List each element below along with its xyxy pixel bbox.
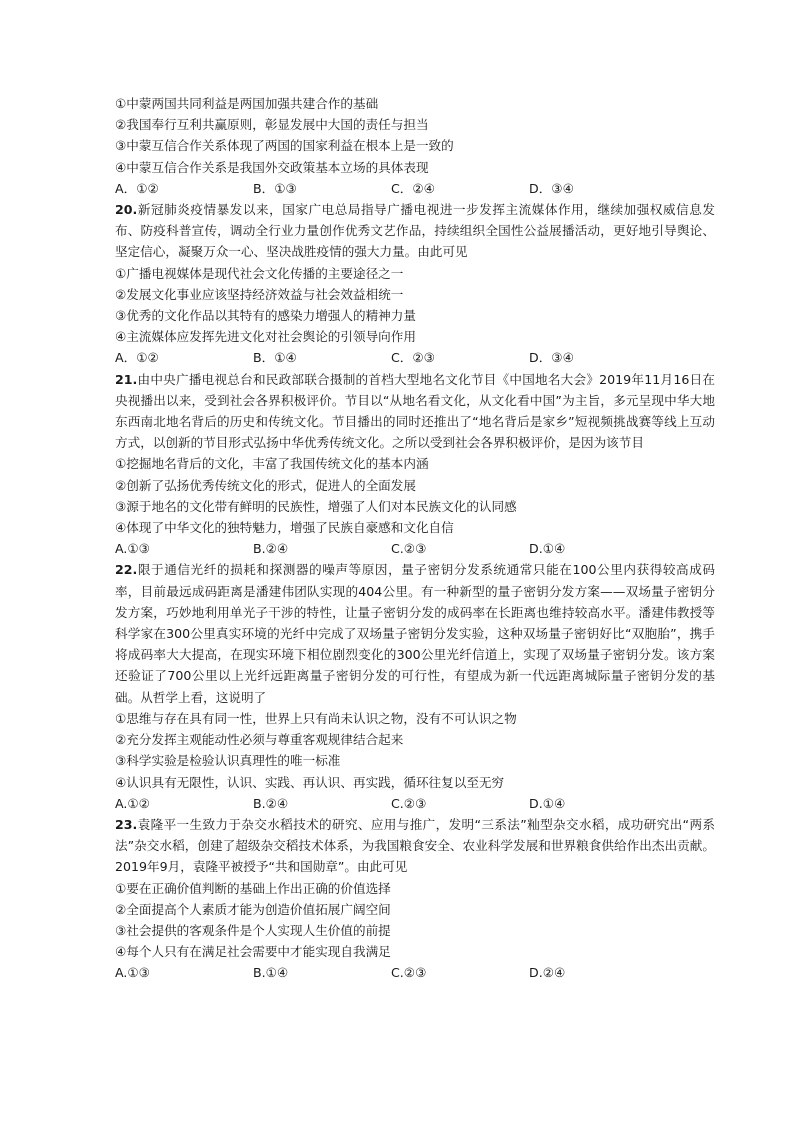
- question-22: [115, 559, 715, 813]
- question-stem: [115, 199, 715, 263]
- option-d: D.②④: [529, 965, 566, 981]
- option-b: B．①④: [253, 350, 297, 366]
- question-23: [115, 814, 715, 984]
- question-text: 由中央广播电视总台和民政部联合摄制的首档大型地名文化节目《中国地名大会》2019年11月16日在央视播出以来，受到社会各界积极评价。节目以“从地名看文化，从文化看中国”为主旨，多元呈现中华大地东西南北地名背后的历史和传统文化。节目播出的同时还推出了“地名背后是家乡”短视频挑战赛等线上互动方式，以创新的节目形式弘扬中华优秀传统文化。之所以受到社会各界积极评价，是因为该节目: [115, 371, 715, 451]
- statement: ③中蒙互信合作关系体现了两国的国家利益在根本上是一致的: [115, 138, 454, 154]
- statement: ①广播电视媒体是现代社会文化传播的主要途径之一: [115, 265, 404, 281]
- option-c: C.②③: [391, 541, 427, 557]
- statement: ①挖掘地名背后的文化，丰富了我国传统文化的基本内涵: [115, 456, 429, 472]
- statement: ④认识具有无限性，认识、实践、再认识、再实践，循环往复以至无穷: [115, 774, 505, 790]
- option-a: A．①②: [115, 350, 159, 366]
- answer-options: [115, 178, 715, 199]
- statement: ②我国奉行互利共赢原则，彰显发展中大国的责任与担当: [115, 117, 429, 133]
- question-number: 21.: [115, 371, 138, 387]
- question-text: 新冠肺炎疫情暴发以来，国家广电总局指导广播电视进一步发挥主流媒体作用，继续加强权威信息发布、防疫科普宣传，调动全行业力量创作优秀文艺作品，持续组织全国性公益展播活动，更好地引导舆论、坚定信心，凝聚万众一心、坚决战胜疫情的强大力量。由此可见: [115, 202, 715, 260]
- question-text: 袁隆平一生致力于杂交水稻技术的研究、应用与推广，发明“三系法”籼型杂交水稻，成功研究出“两系法”杂交水稻，创建了超级杂交稻技术体系，为我国粮食安全、农业科学发展和世界粮食供给作出杰出贡献。2019年9月，袁隆平被授予“共和国勋章”。由此可见: [115, 816, 715, 875]
- option-a: A.①②: [115, 795, 150, 811]
- answer-options: [115, 793, 715, 814]
- option-a: A.①③: [115, 541, 150, 557]
- question-stem: [115, 814, 715, 878]
- question-stem: [115, 369, 715, 454]
- option-d: D．③④: [529, 350, 574, 366]
- statement: ①要在正确价值判断的基础上作出正确的价值选择: [115, 880, 391, 896]
- option-a: A.①③: [115, 965, 150, 981]
- statement: ②全面提高个人素质才能为创造价值拓展广阔空间: [115, 901, 391, 917]
- answer-options: [115, 347, 715, 368]
- answer-options: [115, 962, 715, 983]
- option-c: C.②③: [391, 965, 427, 981]
- statement: ①思维与存在具有同一性，世界上只有尚未认识之物，没有不可认识之物: [115, 710, 517, 726]
- statement: ③源于地名的文化带有鲜明的民族性，增强了人们对本民族文化的认同感: [115, 498, 517, 514]
- option-b: B.②④: [253, 795, 289, 811]
- option-b: B.①④: [253, 965, 289, 981]
- statement: ③社会提供的客观条件是个人实现人生价值的前提: [115, 922, 391, 938]
- statement: ④每个人只有在满足社会需要中才能实现自我满足: [115, 944, 391, 960]
- statement: ④中蒙互信合作关系是我国外交政策基本立场的具体表现: [115, 159, 429, 175]
- question-text: 限于通信光纤的损耗和探测器的噪声等原因，量子密钥分发系统通常只能在100公里内获得较高成码率，目前最远成码距离是潘建伟团队实现的404公里。有一种新型的量子密钥分发方案——双场量子密钥分发方案，巧妙地利用单光子干涉的特性，让量子密钥分发的成码率在长距离也维持较高水平。潘建伟教授等科学家在300公里真实环境的光纤中完成了双场量子密钥分发实验，这种双场量子密钥好比“双胞胎”，携手将成码率大大提高，在现实环境下相位剧烈变化的300公里光纤信道上，实现了双场量子密钥分发。该方案还验证了700公里以上光纤远距离量子密钥分发的可行性，有望成为新一代远距离城际量子密钥分发的基础。从哲学上看，这说明了: [115, 562, 715, 705]
- answer-options: [115, 538, 715, 559]
- exam-page: [115, 93, 715, 984]
- question-stem: [115, 559, 715, 707]
- question-number: 23.: [115, 816, 138, 832]
- option-c: C．②③: [391, 350, 435, 366]
- statement: ③优秀的文化作品以其特有的感染力增强人的精神力量: [115, 308, 416, 324]
- question-number: 20.: [115, 202, 138, 218]
- option-d: D.①④: [529, 541, 566, 557]
- option-d: D.①④: [529, 795, 566, 811]
- option-c: C.②③: [391, 795, 427, 811]
- option-a: A．①②: [115, 180, 159, 196]
- statement: ②创新了弘扬优秀传统文化的形式，促进人的全面发展: [115, 477, 416, 493]
- statement: ③科学实验是检验认识真理性的唯一标准: [115, 753, 341, 769]
- option-c: C．②④: [391, 180, 435, 196]
- option-b: B．①③: [253, 180, 297, 196]
- statement: ④体现了中华文化的独特魅力，增强了民族自豪感和文化自信: [115, 520, 454, 536]
- question-number: 22.: [115, 562, 138, 578]
- question-19: [115, 93, 715, 199]
- option-d: D．③④: [529, 180, 574, 196]
- question-20: [115, 199, 715, 369]
- statement: ②发展文化事业应该坚持经济效益与社会效益相统一: [115, 286, 404, 302]
- statement: ①中蒙两国共同利益是两国加强共建合作的基础: [115, 96, 379, 111]
- statement: ②充分发挥主观能动性必须与尊重客观规律结合起来: [115, 732, 404, 748]
- question-21: [115, 369, 715, 560]
- statement: ④主流媒体应发挥先进文化对社会舆论的引领导向作用: [115, 329, 416, 345]
- option-b: B.②④: [253, 541, 289, 557]
